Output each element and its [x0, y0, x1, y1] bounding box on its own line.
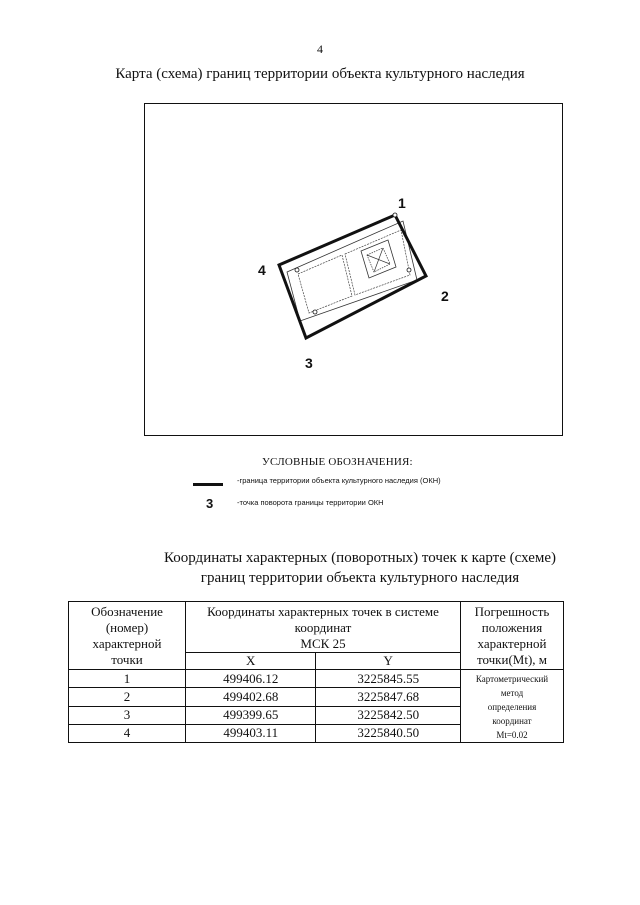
header-x: X — [186, 653, 316, 670]
point-label-4: 4 — [258, 262, 266, 278]
inner-square — [361, 240, 396, 278]
point-label-1: 1 — [398, 195, 406, 211]
legend-point-symbol: 3 — [206, 496, 214, 511]
legend-line-symbol — [193, 483, 223, 486]
cell-x: 499403.11 — [186, 724, 316, 742]
legend-boundary-text: -граница территории объекта культурного наследия (ОКН) — [237, 476, 441, 485]
table-row — [69, 670, 564, 688]
turning-point-4 — [295, 268, 299, 272]
cell-y: 3225842.50 — [316, 706, 461, 724]
cross-line — [374, 248, 383, 272]
boundary-map — [145, 104, 564, 437]
cell-y: 3225847.68 — [316, 688, 461, 706]
table-title — [0, 548, 640, 588]
cell-x: 499399.65 — [186, 706, 316, 724]
cell-x: 499402.68 — [186, 688, 316, 706]
turning-point-3 — [313, 310, 317, 314]
cell-n: 4 — [69, 724, 186, 742]
cell-n: 3 — [69, 706, 186, 724]
turning-point-1 — [393, 213, 397, 217]
turning-point-2 — [407, 268, 411, 272]
point-label-2: 2 — [441, 288, 449, 304]
cell-y: 3225840.50 — [316, 724, 461, 742]
cell-n: 1 — [69, 670, 186, 688]
header-y: Y — [316, 653, 461, 670]
legend-title: УСЛОВНЫЕ ОБОЗНАЧЕНИЯ: — [262, 456, 413, 468]
coordinates-table — [68, 601, 564, 743]
header-coordinates: Координаты характерных точек в системе координат МСК 25 — [186, 602, 461, 653]
cell-y: 3225845.55 — [316, 670, 461, 688]
point-label-3: 3 — [305, 355, 313, 371]
legend-point-text: -точка поворота границы территории ОКН — [237, 498, 384, 507]
table-title-line: границ территории объекта культурного наследия — [200, 570, 520, 586]
cell-x: 499406.12 — [186, 670, 316, 688]
table-title-line: Координаты характерных (поворотных) точек к карте (схеме) — [164, 550, 556, 566]
header-designation: Обозначение (номер) характерной точки — [69, 602, 186, 670]
map-title: Карта (схема) границ территории объекта культурного наследия — [115, 66, 525, 82]
okn-boundary — [279, 215, 426, 338]
method-cell: Картометрический метод определения координат Mt=0.02 — [461, 670, 564, 743]
building-outline — [287, 221, 417, 321]
cell-n: 2 — [69, 688, 186, 706]
header-accuracy: Погрешность положения характерной точки(Mt), м — [461, 602, 564, 670]
page-number: 4 — [317, 42, 323, 56]
map-frame — [144, 103, 563, 436]
